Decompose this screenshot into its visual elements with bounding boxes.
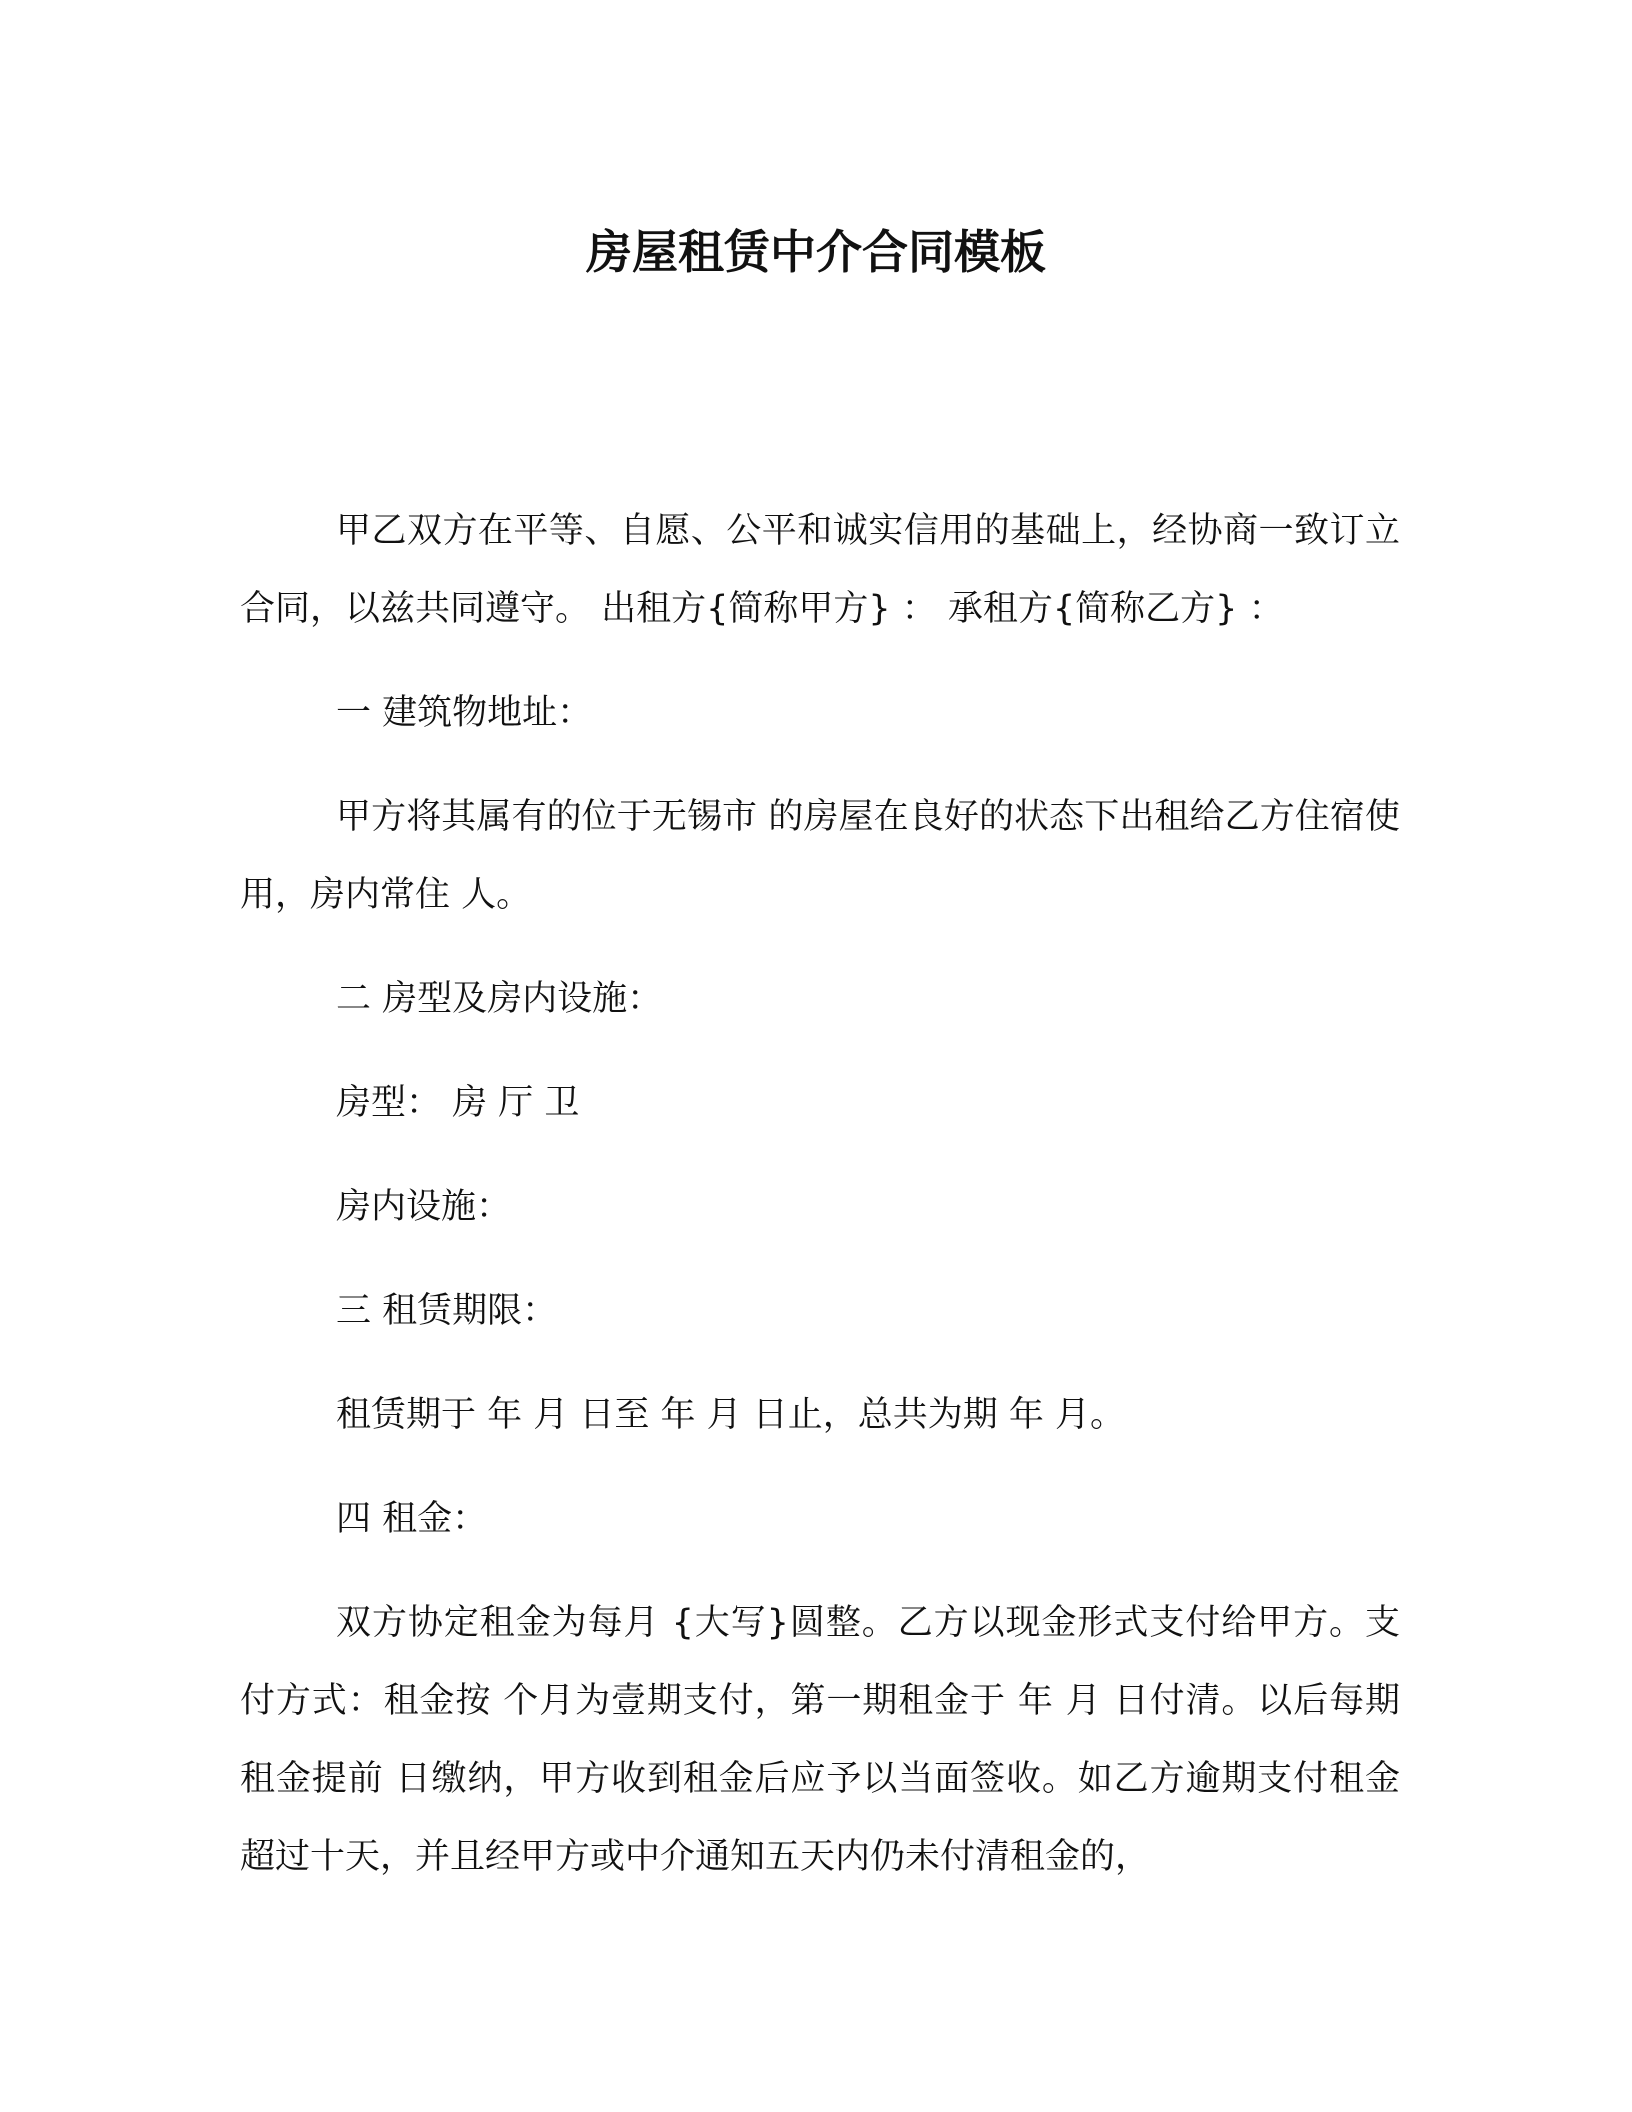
section-heading-term: 三 租赁期限： — [336, 1291, 558, 1331]
term-paragraph: 租赁期于 年 月 日至 年 月 日止，总共为期 年 月。 — [336, 1395, 1126, 1435]
room-facilities-paragraph: 房内设施： — [336, 1187, 512, 1227]
address-paragraph: 甲方将其属有的位于无锡市 的房屋在良好的状态下出租给乙方住宿使用，房内常住 人。 — [240, 797, 1400, 915]
section-heading-room: 二 房型及房内设施： — [336, 979, 663, 1019]
room-type-paragraph: 房型： 房 厅 卫 — [336, 1083, 580, 1123]
section-heading-address: 一 建筑物地址： — [336, 693, 593, 733]
section-heading-rent: 四 租金： — [336, 1499, 488, 1539]
document-body — [240, 492, 1400, 1896]
rent-paragraph: 双方协定租金为每月 {大写}圆整。乙方以现金形式支付给甲方。支付方式：租金按 个月为壹期支付，第一期租金于 年 月 日付清。以后每期租金提前 日缴纳，甲方收到租金后应予以当面签收。如乙方逾期支付租金超过十天，并且经甲方或中介通知五天内仍未付清租金的， — [240, 1603, 1400, 1877]
intro-paragraph: 甲乙双方在平等、自愿、公平和诚实信用的基础上，经协商一致订立合同，以兹共同遵守。 出租方{简称甲方} ： 承租方{简称乙方} ： — [240, 511, 1400, 629]
document-title: 房屋租赁中介合同模板 — [586, 225, 1046, 279]
